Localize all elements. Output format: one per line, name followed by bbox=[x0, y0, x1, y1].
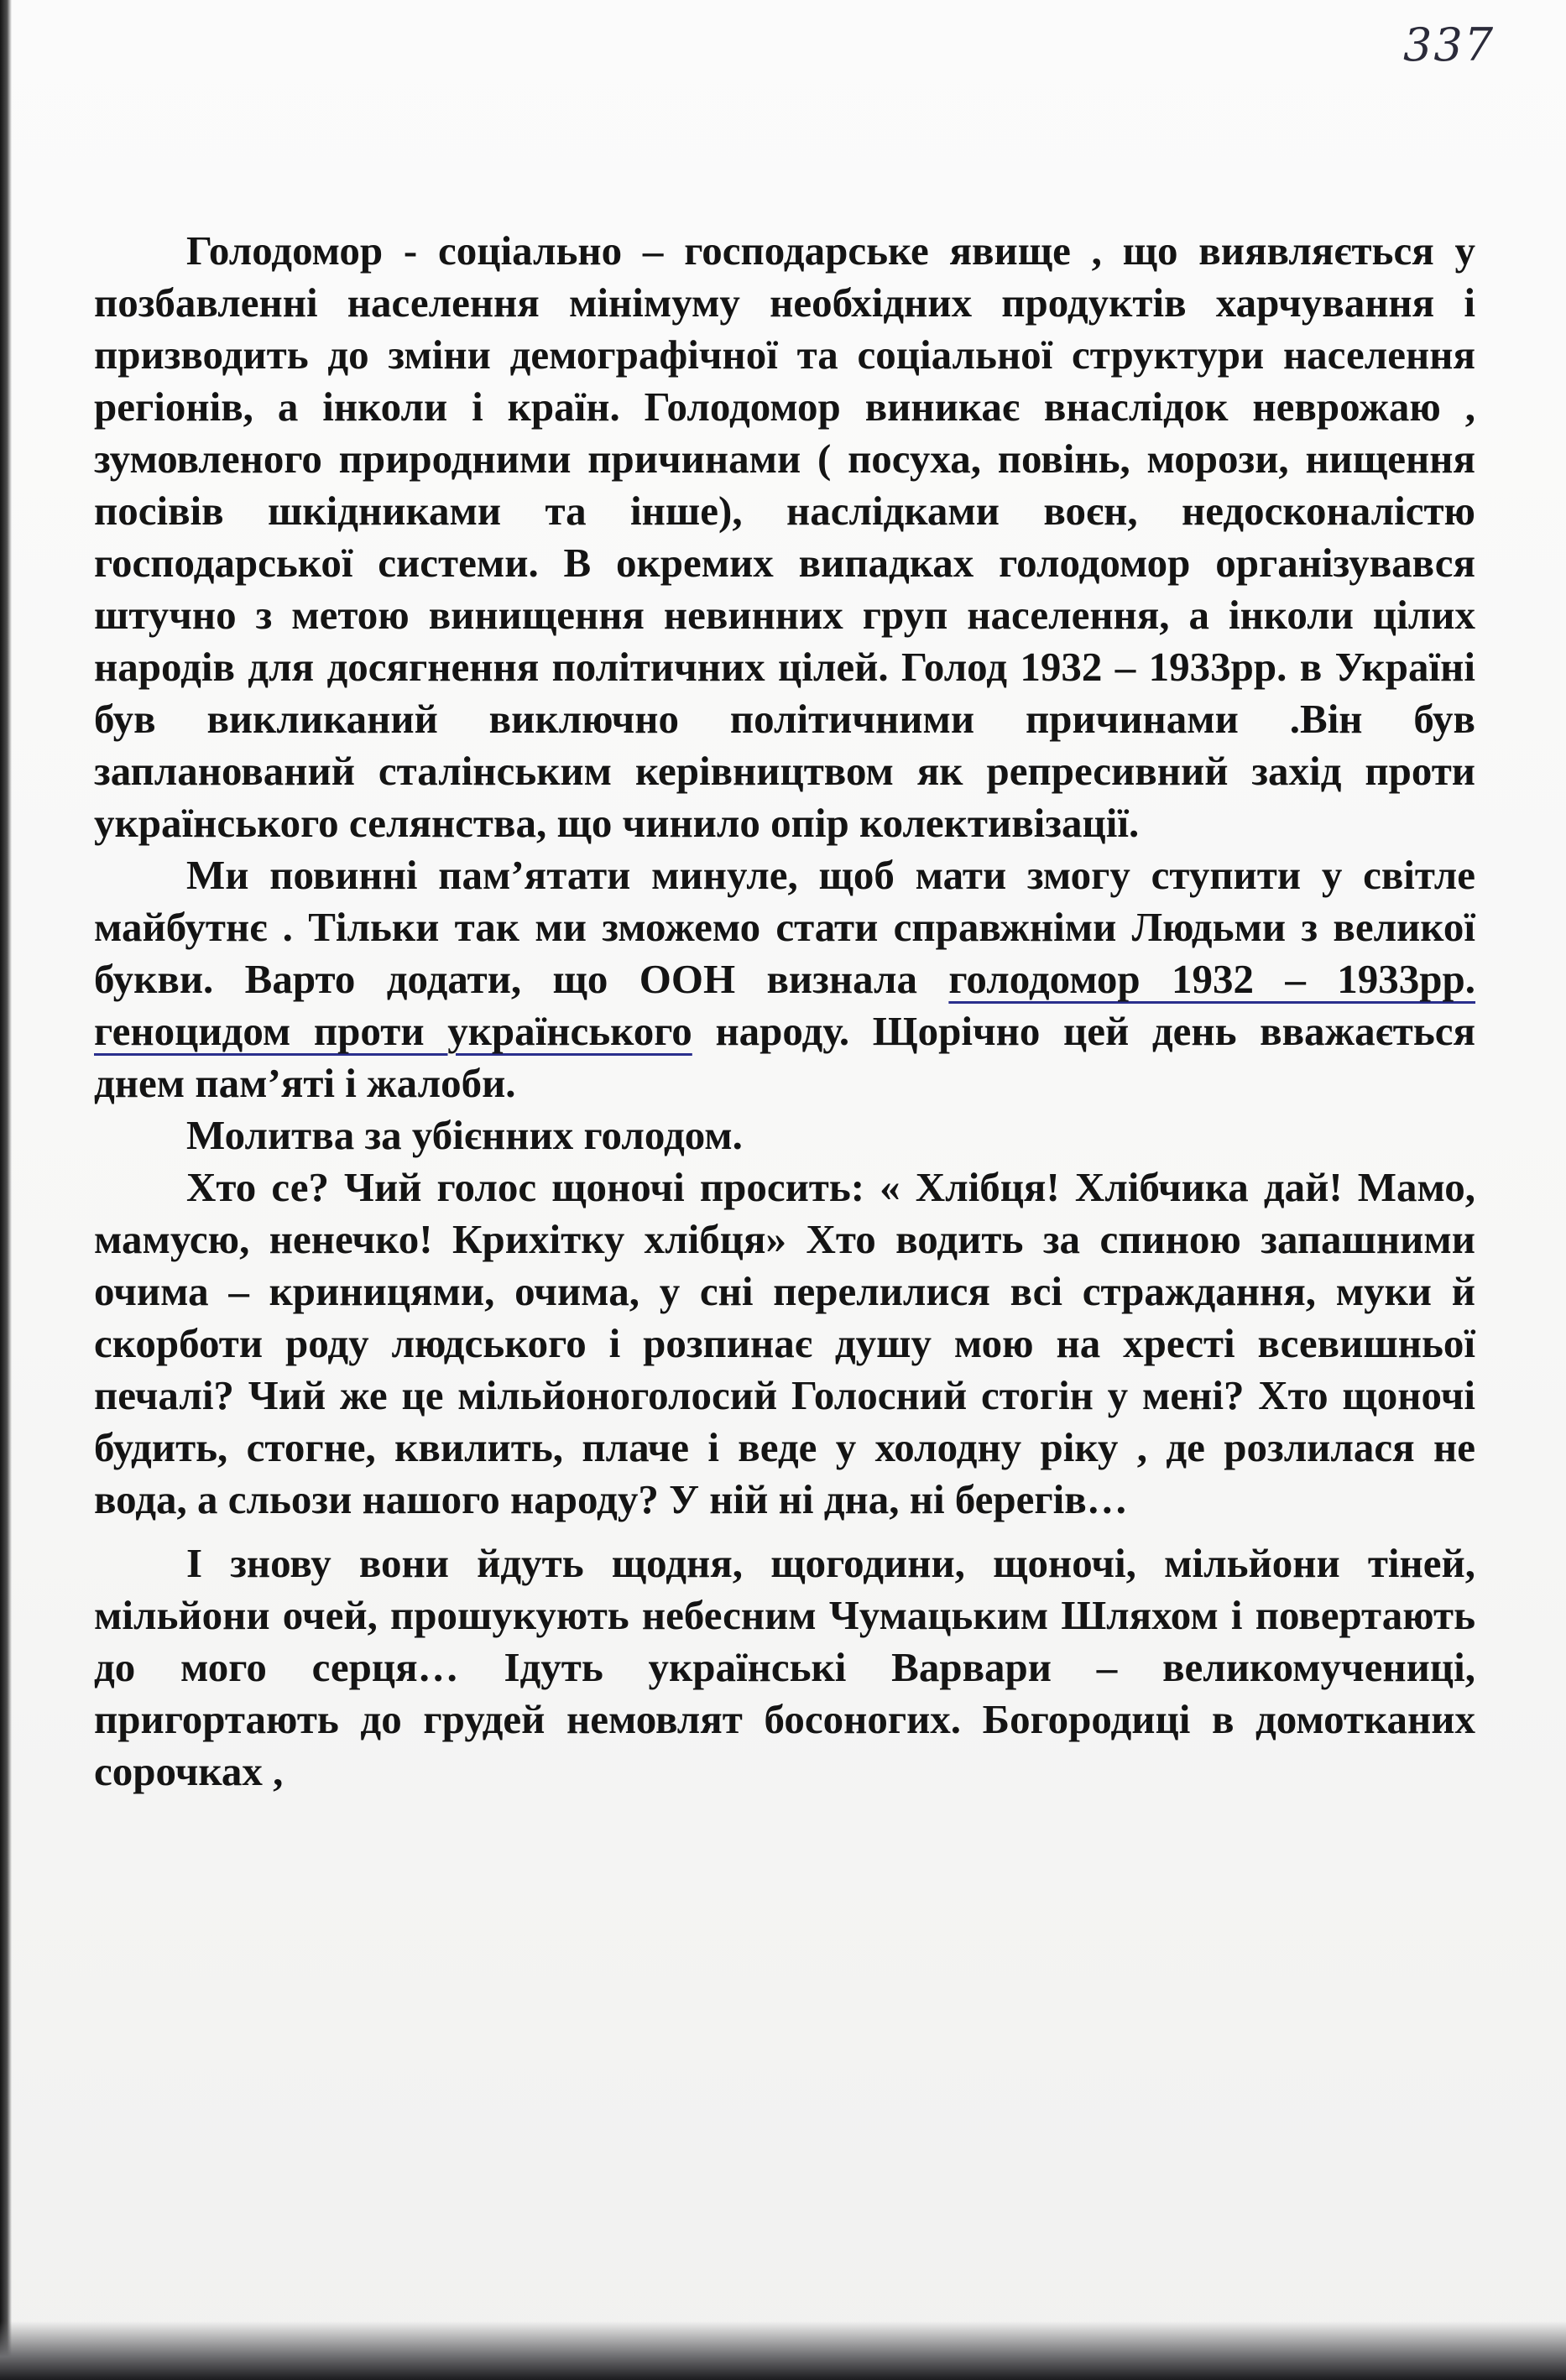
paragraph-remember-past bbox=[94, 849, 1475, 1109]
paragraph-who-is-this: Хто се? Чий голос щоночі просить: « Хлібця! Хлібчика дай! Мамо, мамусю, ненечко! Крихітку хлібця» Хто водить за спиною запашними очима – криницями, очима, у сні перелилися всі страждання, муки й скорботи роду людського і розпинає душу мою на хресті всевишньої печалі? Чий же це мільйоноголосий Голосний стогін у мені? Хто щоночі будить, стогне, квилить, плаче і веде у холодну ріку , де розлилася не вода, а сльози нашого народу? У ній ні дна, ні берегів… bbox=[94, 1164, 1475, 1522]
underlined-phrase: голодомор 1932 – 1933рр. геноцидом проти українського bbox=[94, 956, 1476, 1054]
prayer-title: Молитва за убієнних голодом. bbox=[186, 1112, 743, 1158]
document-body bbox=[94, 225, 1475, 1798]
paragraph-they-walk-again: І знову вони йдуть щодня, щогодини, щоночі, мільйони тіней, мільйони очей, прошукують небесним Чумацьким Шляхом і повертають до мого серця… Ідуть українські Варвари – великомучениці, пригортають до грудей немовлят босоногих. Богородиці в домотканих сорочках , bbox=[94, 1540, 1475, 1794]
scan-bottom-edge bbox=[0, 2321, 1566, 2380]
paragraph-remember-past-text: Ми повинні пам’ятати минуле, щоб мати змогу ступити у світле майбутнє . Тільки так ми зможемо стати справжніми Людьми з великої букви. Варто додати, що ООН визнала bbox=[94, 852, 1475, 1002]
paragraph-holodomor-definition: Голодомор - соціально – господарське явище , що виявляється у позбавленні населення мінімуму необхідних продуктів харчування і призводить до зміни демографічної та соціальної структури населення регіонів, а інколи і країн. Голодомор виникає внаслідок неврожаю , зумовленого природними причинами ( посуха, повінь, морози, нищення посівів шкідниками та інше), наслідками воєн, недосконалістю господарської системи. В окремих випадках голодомор організувався штучно з метою винищення невинних груп населення, а інколи цілих народів для досягнення політичних цілей. Голод 1932 – 1933рр. в Україні був викликаний виключно політичними причинами .Він був запланований сталінським керівництвом як репресивний захід проти українського селянства, що чинило опір колективізації. bbox=[94, 227, 1475, 846]
page-number: 337 bbox=[1403, 18, 1496, 71]
scan-left-edge bbox=[0, 0, 12, 2380]
paragraph-remember-past-end: народу. Щорічно цей день вважається днем пам’яті і жалоби. bbox=[94, 1008, 1475, 1106]
